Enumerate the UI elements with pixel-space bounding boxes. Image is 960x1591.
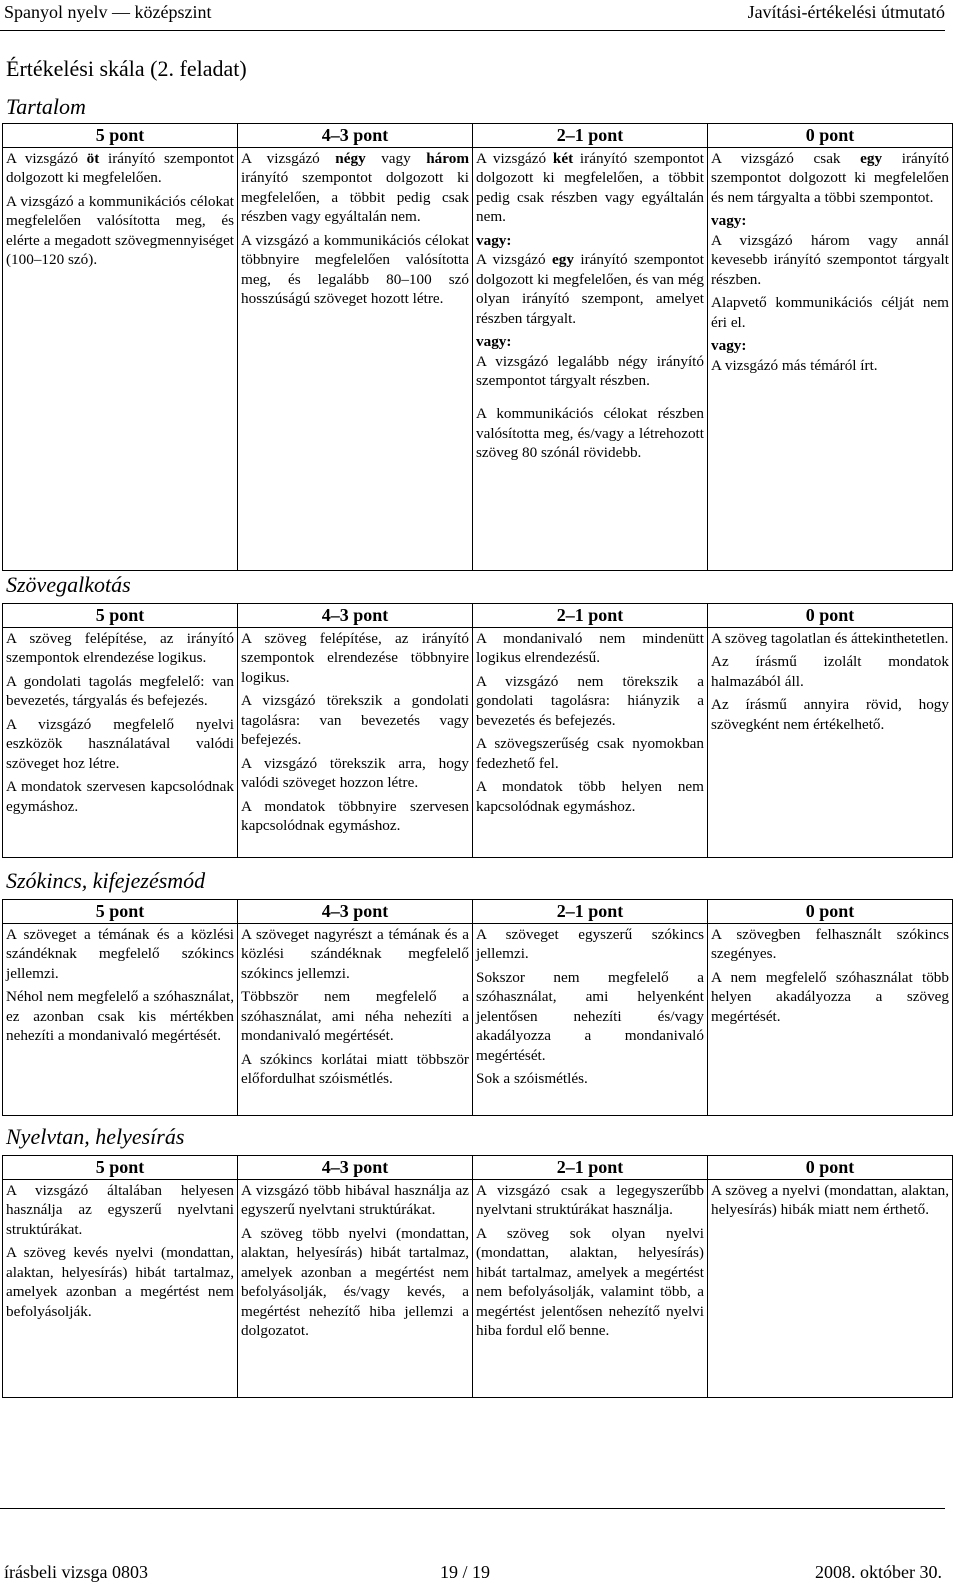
col-header-4-3: 4–3 pont: [238, 604, 473, 628]
col-header-4-3: 4–3 pont: [238, 124, 473, 148]
col-header-0: 0 pont: [708, 604, 953, 628]
table-nyelvtan: [2, 1155, 953, 1398]
cell-5-pont: A vizsgázó általában helyesen használja az egyszerű nyelvtani struktúrákat. A szöveg kevés nyelvi (mondattan, alaktan, helyesírás) hibát tartalmaz, amelyek azonban a megértést nem befolyásolják.: [3, 1180, 238, 1398]
vagy-label: vagy:: [711, 212, 747, 230]
section-title-tartalom: Tartalom: [6, 94, 86, 119]
col-header-5: 5 pont: [3, 124, 238, 148]
col-header-5: 5 pont: [3, 1156, 238, 1180]
section-title-szokincs: Szókincs, kifejezésmód: [6, 868, 206, 893]
table-header-row: [3, 124, 953, 148]
cell-5-pont: A szöveg felépítése, az irányító szempontok elrendezése logikus. A gondolati tagolás megfelelő: van bevezetés, tárgyalás és befejezés. A vizsgázó megfelelő nyelvi eszközök használatával valódi szöveget hoz létre. A mondatok szervesen kapcsolódnak egymáshoz.: [3, 628, 238, 858]
table-szokincs: [2, 899, 953, 1116]
cell-0-pont: A szövegben felhasznált szókincs szegényes. A nem megfelelő szóhasználat több helyen akadályozza a szöveg megértését.: [708, 924, 953, 1116]
cell-0-pont: A szöveg a nyelvi (mondattan, alaktan, helyesírás) hibák miatt nem érthető.: [708, 1180, 953, 1398]
table-szovegalkotas: [2, 603, 953, 858]
cell-4-3-pont: A szöveg felépítése, az irányító szempontok elrendezése többnyire logikus. A vizsgázó törekszik a gondolati tagolásra: van bevezetés vagy befejezés. A vizsgázó törekszik arra, hogy valódi szöveget hozzon létre. A mondatok többnyire szervesen kapcsolódnak egymáshoz.: [238, 628, 473, 858]
col-header-5: 5 pont: [3, 604, 238, 628]
header-subject: Spanyol nyelv — középszint: [4, 2, 212, 22]
footer-date: 2008. október 30.: [815, 1562, 942, 1582]
col-header-2-1: 2–1 pont: [473, 604, 708, 628]
table-row: [3, 148, 953, 571]
cell-5-pont: A szöveget a témának és a közlési szándéknak megfelelő szókincs jellemzi. Néhol nem megfelelő a szóhasználat, ez azonban csak kis mértékben nehezíti a mondanivaló megértését.: [3, 924, 238, 1116]
col-header-5: 5 pont: [3, 900, 238, 924]
col-header-2-1: 2–1 pont: [473, 1156, 708, 1180]
cell-0-pont: A vizsgázó csak egy irányító szempontot dolgozott ki megfelelően és nem tárgyalta a többi szempontot. vagy: A vizsgázó három vagy annál kevesebb irányító szempontot tárgyalt részben. Alapvető kommunikációs célját nem éri el. vagy: A vizsgázó más témáról írt.: [708, 148, 953, 571]
vagy-label: vagy:: [476, 333, 512, 351]
table-header-row: [3, 1156, 953, 1180]
table-tartalom: [2, 123, 953, 571]
table-row: [3, 1180, 953, 1398]
cell-4-3-pont: A vizsgázó több hibával használja az egyszerű nyelvtani struktúrákat. A szöveg több nyelvi (mondattan, alaktan, helyesírás) hibát tartalmaz, amelyek azonban a megértést nem befolyásolják, és/vagy kevés, a megértést nehezítő hiba jellemzi a dolgozatot.: [238, 1180, 473, 1398]
col-header-4-3: 4–3 pont: [238, 1156, 473, 1180]
cell-2-1-pont: A szöveget egyszerű szókincs jellemzi. Sokszor nem megfelelő a szóhasználat, ami helyenként jelentősen nehezíti és/vagy akadályozza a mondanivaló megértését. Sok a szóismétlés.: [473, 924, 708, 1116]
cell-0-pont: A szöveg tagolatlan és áttekinthetetlen. Az írásmű izolált mondatok halmazából áll. Az írásmű annyira rövid, hogy szövegként nem értékelhető.: [708, 628, 953, 858]
cell-4-3-pont: A szöveget nagyrészt a témának és a közlési szándéknak megfelelő szókincs jellemzi. Többször nem megfelelő a szóhasználat, ami néha nehezíti a mondanivaló megértését. A szókincs korlátai miatt többször előfordulhat szóismétlés.: [238, 924, 473, 1116]
footer-page-number: 19 / 19: [440, 1562, 491, 1582]
table-row: [3, 924, 953, 1116]
col-header-4-3: 4–3 pont: [238, 900, 473, 924]
vagy-label: vagy:: [711, 337, 747, 355]
vagy-label: vagy:: [476, 231, 512, 249]
footer-exam-code: írásbeli vizsga 0803: [4, 1562, 148, 1582]
cell-5-pont: A vizsgázó öt irányító szempontot dolgozott ki megfelelően. A vizsgázó a kommunikációs célokat megfelelően valósította meg, és elérte a megadott szövegmennyiséget (100–120 szó).: [3, 148, 238, 571]
col-header-2-1: 2–1 pont: [473, 900, 708, 924]
cell-2-1-pont: A mondanivaló nem mindenütt logikus elrendezésű. A vizsgázó nem törekszik a gondolati tagolásra: hiányzik a bevezetés és befejezés. A szövegszerűség csak nyomokban fedezhető fel. A mondatok több helyen nem kapcsolódnak egymáshoz.: [473, 628, 708, 858]
section-title-szovegalkotas: Szövegalkotás: [6, 572, 131, 597]
cell-4-3-pont: A vizsgázó négy vagy három irányító szempontot dolgozott ki megfelelően, a többit pedig csak részben vagy egyáltalán nem. A vizsgázó a kommunikációs célokat többnyire megfelelően valósította meg, és legalább 80–100 szó hosszúságú szöveget hozott létre.: [238, 148, 473, 571]
header-guide-title: Javítási-értékelési útmutató: [747, 2, 945, 22]
section-title-nyelvtan: Nyelvtan, helyesírás: [6, 1124, 185, 1149]
footer-divider: [0, 1508, 945, 1509]
page-title: Értékelési skála (2. feladat): [6, 56, 247, 81]
cell-2-1-pont: A vizsgázó csak a legegyszerűbb nyelvtani struktúrákat használja. A szöveg sok olyan nyelvi (mondattan, alaktan, helyesírás) hibát tartalmaz, amelyek a megértést nem befolyásolják, valamint több, a megértést jelentősen nehezítő nyelvi hiba fordul elő benne.: [473, 1180, 708, 1398]
table-header-row: [3, 900, 953, 924]
table-row: [3, 628, 953, 858]
cell-2-1-pont: A vizsgázó két irányító szempontot dolgozott ki megfelelően, a többit pedig csak részben vagy egyáltalán nem. vagy: A vizsgázó egy irányító szempontot dolgozott ki megfelelően, és van még olyan irányító szempont, amelyet részben tárgyalt. vagy: A vizsgázó legalább négy irányító szempontot tárgyalt részben. A kommunikációs célokat részben valósította meg, és/vagy a létrehozott szöveg 80 szónál rövidebb.: [473, 148, 708, 571]
col-header-2-1: 2–1 pont: [473, 124, 708, 148]
col-header-0: 0 pont: [708, 1156, 953, 1180]
col-header-0: 0 pont: [708, 900, 953, 924]
col-header-0: 0 pont: [708, 124, 953, 148]
page-header: [0, 0, 945, 31]
table-header-row: [3, 604, 953, 628]
